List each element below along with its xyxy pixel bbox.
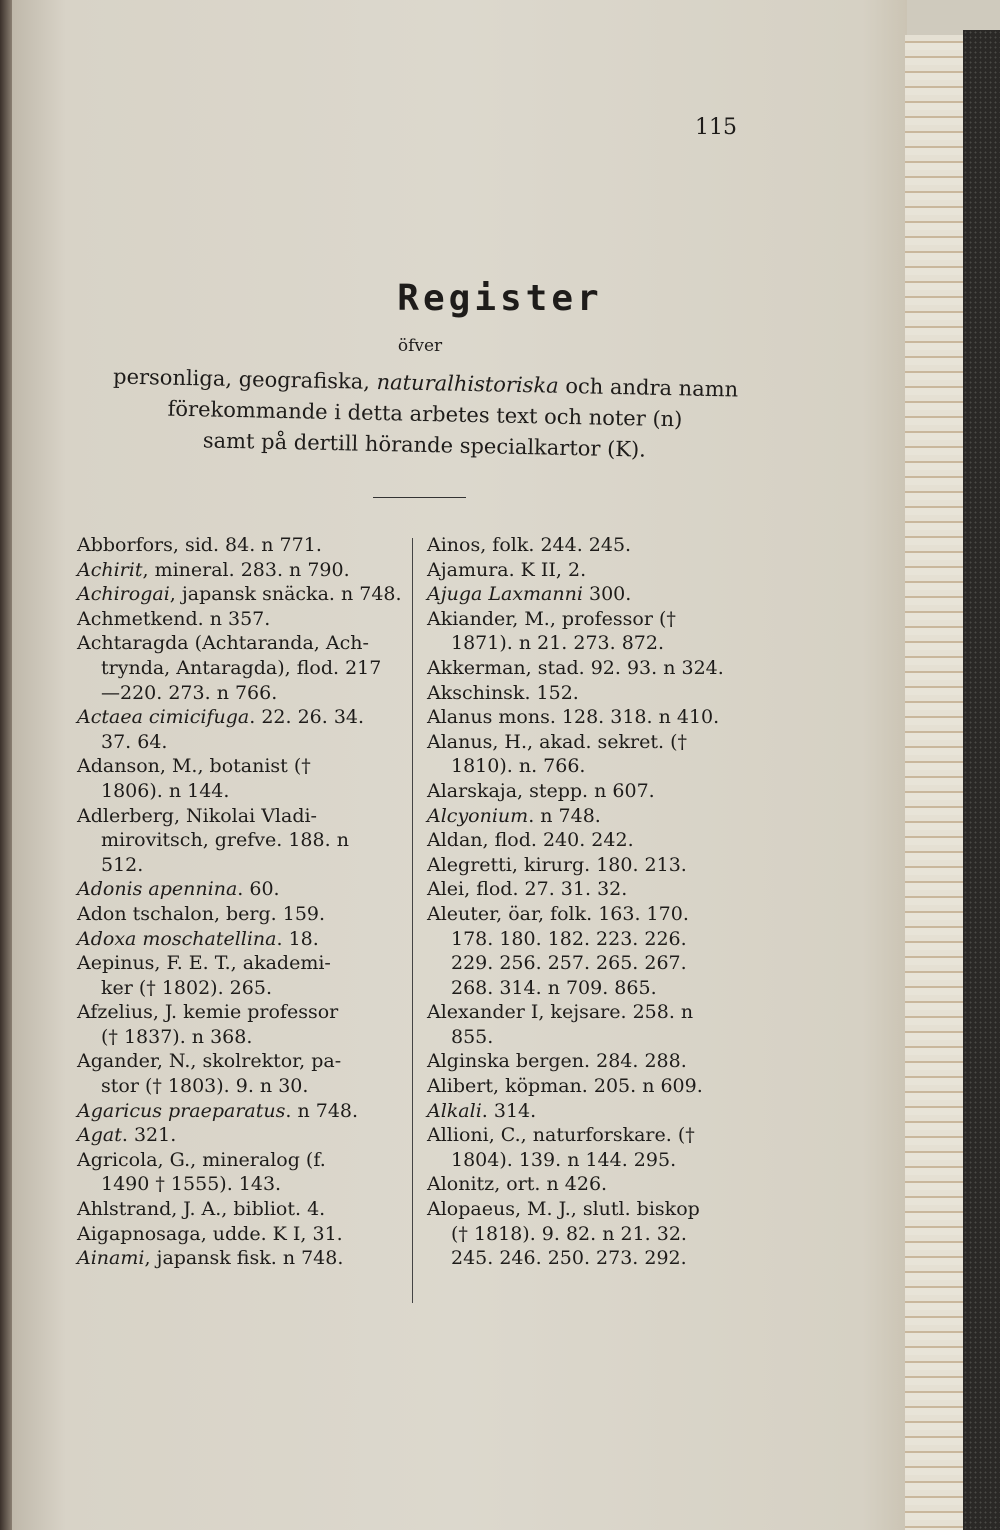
book-gutter [0,0,12,1530]
entry-text: 178. 180. 182. 223. 226. [451,927,687,950]
entry-text: 1490 † 1555). 143. [101,1173,282,1196]
entry-text: Achmetkend. n 357. [77,607,271,630]
index-entry [427,681,757,706]
entry-first-line [77,1000,409,1025]
entry-text: . 314. [481,1099,537,1122]
index-entry [77,1123,409,1148]
index-entry [77,1000,409,1049]
entry-italic-term: Agaricus praeparatus [77,1099,286,1122]
entry-first-line [427,533,757,558]
entry-first-line [427,582,757,607]
index-entry [427,779,757,804]
entry-continuation-line [77,828,409,853]
entry-first-line [77,631,409,656]
entry-first-line [427,1123,757,1148]
entry-text: 229. 256. 257. 265. 267. [451,952,687,975]
index-entry [427,877,757,902]
entry-text: mirovitsch, grefve. 188. n [101,829,349,852]
entry-first-line [77,1123,409,1148]
entry-text: 1871). n 21. 273. 872. [451,632,665,655]
index-column-right [427,533,757,1271]
index-entry [427,607,757,656]
index-entry [77,533,409,558]
entry-italic-term: Achirit [77,558,143,581]
entry-text: Ainos, folk. 244. 245. [427,534,632,556]
entry-first-line [427,1049,757,1074]
entry-first-line [77,1049,409,1074]
entry-text: . 18. [276,927,319,950]
entry-text: Alonitz, ort. n 426. [427,1173,608,1196]
entry-first-line [427,607,757,632]
entry-text: Ajamura. K II, 2. [427,558,587,581]
entry-first-line [427,804,757,829]
entry-text: 1806). n 144. [101,779,230,802]
index-entry [77,1246,409,1271]
entry-first-line [427,1074,757,1099]
entry-text: († 1837). n 368. [101,1025,253,1048]
index-entry [427,533,757,558]
desc-line2: förekommande i detta arbetes text och noter (n) [167,396,683,432]
entry-continuation-line [427,754,757,779]
entry-text: Alginska bergen. 284. 288. [427,1050,687,1073]
entry-continuation-line [427,951,757,976]
entry-text: Alanus, H., akad. sekret. († [427,730,687,753]
index-entry [427,1099,757,1124]
entry-text: . 60. [237,878,280,901]
index-entry [427,902,757,1000]
entry-continuation-line [427,976,757,1001]
entry-continuation-line [77,681,409,706]
index-entry [77,1099,409,1124]
index-entry [77,1148,409,1197]
entry-text: . 321. [121,1124,177,1147]
entry-first-line [427,1197,757,1222]
entry-text: . 22. 26. 34. [249,706,365,729]
entry-text: 245. 246. 250. 273. 292. [451,1247,687,1270]
entry-text: 268. 314. n 709. 865. [451,976,657,999]
subtitle: öfver [397,336,443,356]
entry-first-line [427,705,757,730]
desc-line1-a: personliga, geografiska, [112,364,377,394]
entry-text: († 1818). 9. 82. n 21. 32. [451,1222,687,1245]
index-entry [427,558,757,583]
entry-text: Akkerman, stad. 92. 93. n 324. [427,656,724,679]
index-entry [427,804,757,829]
entry-text: Allioni, C., naturforskare. († [427,1124,695,1147]
index-entry [77,607,409,632]
entry-first-line [77,754,409,779]
entry-first-line [77,1099,409,1124]
entry-first-line [77,877,409,902]
entry-text: 855. [451,1025,494,1048]
entry-text: Agander, N., skolrektor, pa- [77,1050,342,1073]
entry-text: Akschinsk. 152. [427,681,579,704]
entry-first-line [77,1246,409,1271]
index-entry [427,730,757,779]
entry-first-line [77,902,409,927]
entry-italic-term: Alcyonium [427,804,529,827]
entry-text: Aepinus, F. E. T., akademi- [77,952,331,975]
page-title: Register [397,278,603,319]
index-entry [427,1172,757,1197]
entry-text: Alegretti, kirurg. 180. 213. [427,853,687,876]
entry-text: —220. 273. n 766. [101,681,278,704]
entry-text: 37. 64. [101,730,168,753]
entry-first-line [427,558,757,583]
entry-text: Agricola, G., mineralog (f. [77,1148,326,1171]
entry-first-line [427,656,757,681]
index-entry [427,1123,757,1172]
entry-text: Alanus mons. 128. 318. n 410. [427,706,720,729]
entry-first-line [427,828,757,853]
entry-text: trynda, Antaragda), flod. 217 [101,656,382,679]
index-entry [77,1197,409,1222]
index-entry [427,1000,757,1049]
entry-text: Aigapnosaga, udde. K I, 31. [77,1222,343,1245]
index-entry [77,951,409,1000]
index-entry [77,1049,409,1098]
entry-text: 300. [582,583,632,606]
title-rule [373,497,466,498]
entry-first-line [427,681,757,706]
entry-first-line [427,730,757,755]
entry-continuation-line [427,1222,757,1247]
entry-text: . n 748. [285,1099,359,1122]
index-entry [77,902,409,927]
entry-continuation-line [427,1025,757,1050]
entry-first-line [427,1099,757,1124]
page-edges [905,35,963,1530]
entry-italic-term: Adoxa moschatellina [77,927,277,950]
entry-text: , japansk fisk. n 748. [144,1247,344,1270]
entry-text: Alibert, köpman. 205. n 609. [427,1075,703,1098]
entry-italic-term: Actaea cimicifuga [77,706,250,729]
entry-first-line [77,533,409,558]
entry-continuation-line [427,631,757,656]
entry-first-line [77,1148,409,1173]
entry-text: 512. [101,853,144,876]
index-entry [77,1222,409,1247]
index-entry [77,582,409,607]
index-entry [427,1074,757,1099]
entry-continuation-line [427,1148,757,1173]
entry-first-line [77,607,409,632]
index-entry [427,656,757,681]
entry-continuation-line [427,927,757,952]
entry-text: 1804). 139. n 144. 295. [451,1148,677,1171]
index-entry [427,705,757,730]
entry-continuation-line [77,779,409,804]
entry-first-line [427,1000,757,1025]
entry-text: stor († 1803). 9. n 30. [101,1075,309,1098]
entry-first-line [77,1222,409,1247]
index-entry [427,853,757,878]
index-entry [77,558,409,583]
description [84,361,766,468]
entry-continuation-line [77,853,409,878]
entry-continuation-line [427,1246,757,1271]
index-entry [77,804,409,878]
index-entry [77,754,409,803]
entry-text: Adlerberg, Nikolai Vladi- [77,804,317,827]
index-entry [77,927,409,952]
index-entry [427,582,757,607]
entry-text: ker († 1802). 265. [101,976,272,999]
index-entry [77,631,409,705]
desc-line3: samt på dertill hörande specialkartor (K). [202,428,647,462]
entry-continuation-line [77,1172,409,1197]
index-column-left [77,533,409,1271]
index-entry [77,877,409,902]
entry-text: Aldan, flod. 240. 242. [427,829,634,852]
entry-text: Alexander I, kejsare. 258. n [427,1001,694,1024]
entry-first-line [77,558,409,583]
entry-text: Alopaeus, M. J., slutl. biskop [427,1198,700,1221]
entry-first-line [427,877,757,902]
entry-first-line [77,582,409,607]
entry-first-line [77,951,409,976]
entry-italic-term: Alkali [427,1099,482,1122]
index-entry [427,828,757,853]
entry-text: Aleuter, öar, folk. 163. 170. [427,902,689,925]
entry-italic-term: Ainami [77,1247,145,1270]
index-entry [77,705,409,754]
entry-text: Alarskaja, stepp. n 607. [427,779,655,802]
entry-continuation-line [77,730,409,755]
entry-first-line [77,804,409,829]
entry-first-line [427,902,757,927]
entry-italic-term: Achirogai [77,583,170,606]
entry-first-line [77,927,409,952]
entry-text: . n 748. [528,804,601,827]
entry-first-line [427,779,757,804]
entry-text: Adon tschalon, berg. 159. [77,902,326,925]
entry-italic-term: Ajuga Laxmanni [427,583,583,606]
entry-italic-term: Adonis apennina [77,878,238,901]
entry-continuation-line [77,656,409,681]
entry-text: Alei, flod. 27. 31. 32. [427,878,628,901]
book-cover-binding [963,30,1000,1530]
page-number: 115 [695,115,737,140]
index-entry [427,1197,757,1271]
entry-italic-term: Agat [77,1124,122,1147]
entry-text: Ahlstrand, J. A., bibliot. 4. [77,1198,326,1221]
entry-text: Abborfors, sid. 84. n 771. [77,534,322,556]
entry-text: 1810). n. 766. [451,755,586,778]
entry-text: , mineral. 283. n 790. [142,558,350,581]
entry-text: Afzelius, J. kemie professor [77,1001,339,1024]
desc-line1-italic: naturalhistoriska [376,369,559,398]
entry-first-line [427,1172,757,1197]
entry-continuation-line [77,1025,409,1050]
entry-continuation-line [77,976,409,1001]
entry-first-line [77,705,409,730]
entry-text: Achtaragda (Achtaranda, Ach- [77,632,369,655]
entry-first-line [77,1197,409,1222]
index-entry [427,1049,757,1074]
column-divider [412,538,413,1303]
entry-first-line [427,853,757,878]
entry-continuation-line [77,1074,409,1099]
entry-text: Akiander, M., professor († [427,607,676,630]
desc-line1-b: och andra namn [558,373,739,402]
entry-text: Adanson, M., botanist († [77,755,311,778]
entry-text: , japansk snäcka. n 748. [169,583,402,606]
